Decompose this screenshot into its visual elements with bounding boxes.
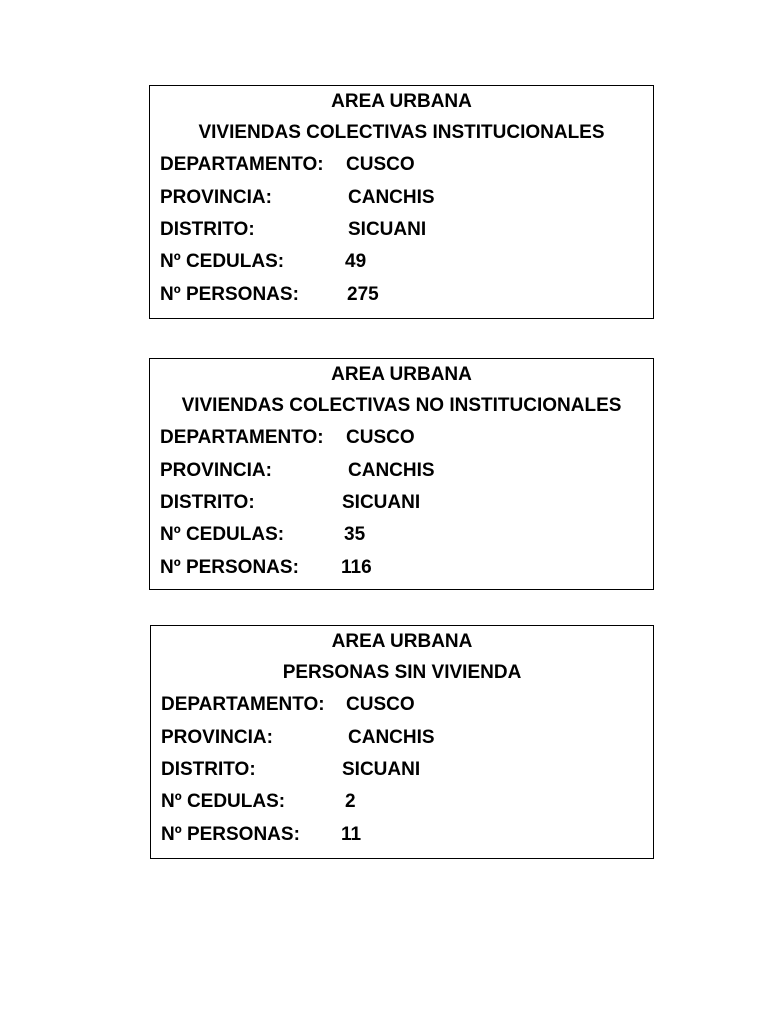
info-box-personas-sin-vivienda [150,625,654,859]
departamento-value: CUSCO [346,694,415,715]
distrito-row [151,758,653,782]
cedulas-label: Nº CEDULAS: [161,791,286,812]
distrito-label: DISTRITO: [161,759,256,780]
departamento-label: DEPARTAMENTO: [160,154,324,175]
provincia-row [150,186,653,210]
provincia-value: CANCHIS [348,727,435,748]
personas-value: 116 [341,557,372,578]
cedulas-label: Nº CEDULAS: [160,524,285,545]
personas-value: 275 [347,284,379,305]
cedulas-row [150,523,653,547]
departamento-label: DEPARTAMENTO: [161,694,325,715]
distrito-value: SICUANI [348,219,427,240]
departamento-label: DEPARTAMENTO: [160,427,324,448]
area-title: AREA URBANA [331,91,472,112]
personas-value: 11 [341,824,362,845]
provincia-value: CANCHIS [348,187,435,208]
cedulas-label: Nº CEDULAS: [160,251,285,272]
info-box-viviendas-colectivas-institucionales [149,85,654,319]
personas-row [151,823,653,847]
distrito-row [150,491,653,515]
housing-type-title: VIVIENDAS COLECTIVAS NO INSTITUCIONALES [181,395,622,416]
cedulas-value: 2 [345,791,356,812]
distrito-label: DISTRITO: [160,219,255,240]
area-title: AREA URBANA [331,631,473,652]
cedulas-value: 35 [344,524,366,545]
distrito-value: SICUANI [342,759,421,780]
provincia-value: CANCHIS [348,460,435,481]
area-title: AREA URBANA [331,364,472,385]
departamento-row [150,153,653,177]
housing-type-title: VIVIENDAS COLECTIVAS INSTITUCIONALES [198,122,605,143]
personas-row [150,283,653,307]
departamento-value: CUSCO [346,427,415,448]
distrito-label: DISTRITO: [160,492,255,513]
departamento-value: CUSCO [346,154,415,175]
cedulas-row [151,790,653,814]
provincia-label: PROVINCIA: [160,187,272,208]
provincia-row [150,459,653,483]
personas-label: Nº PERSONAS: [160,284,299,305]
info-box-viviendas-colectivas-no-institucionales [149,358,654,590]
provincia-row [151,726,653,750]
cedulas-value: 49 [345,251,367,272]
personas-row [150,556,653,580]
departamento-row [150,426,653,450]
distrito-row [150,218,653,242]
personas-label: Nº PERSONAS: [160,557,299,578]
cedulas-row [150,250,653,274]
provincia-label: PROVINCIA: [160,460,272,481]
departamento-row [151,693,653,717]
housing-type-title: PERSONAS SIN VIVIENDA [282,662,522,683]
personas-label: Nº PERSONAS: [161,824,300,845]
distrito-value: SICUANI [342,492,421,513]
provincia-label: PROVINCIA: [161,727,273,748]
